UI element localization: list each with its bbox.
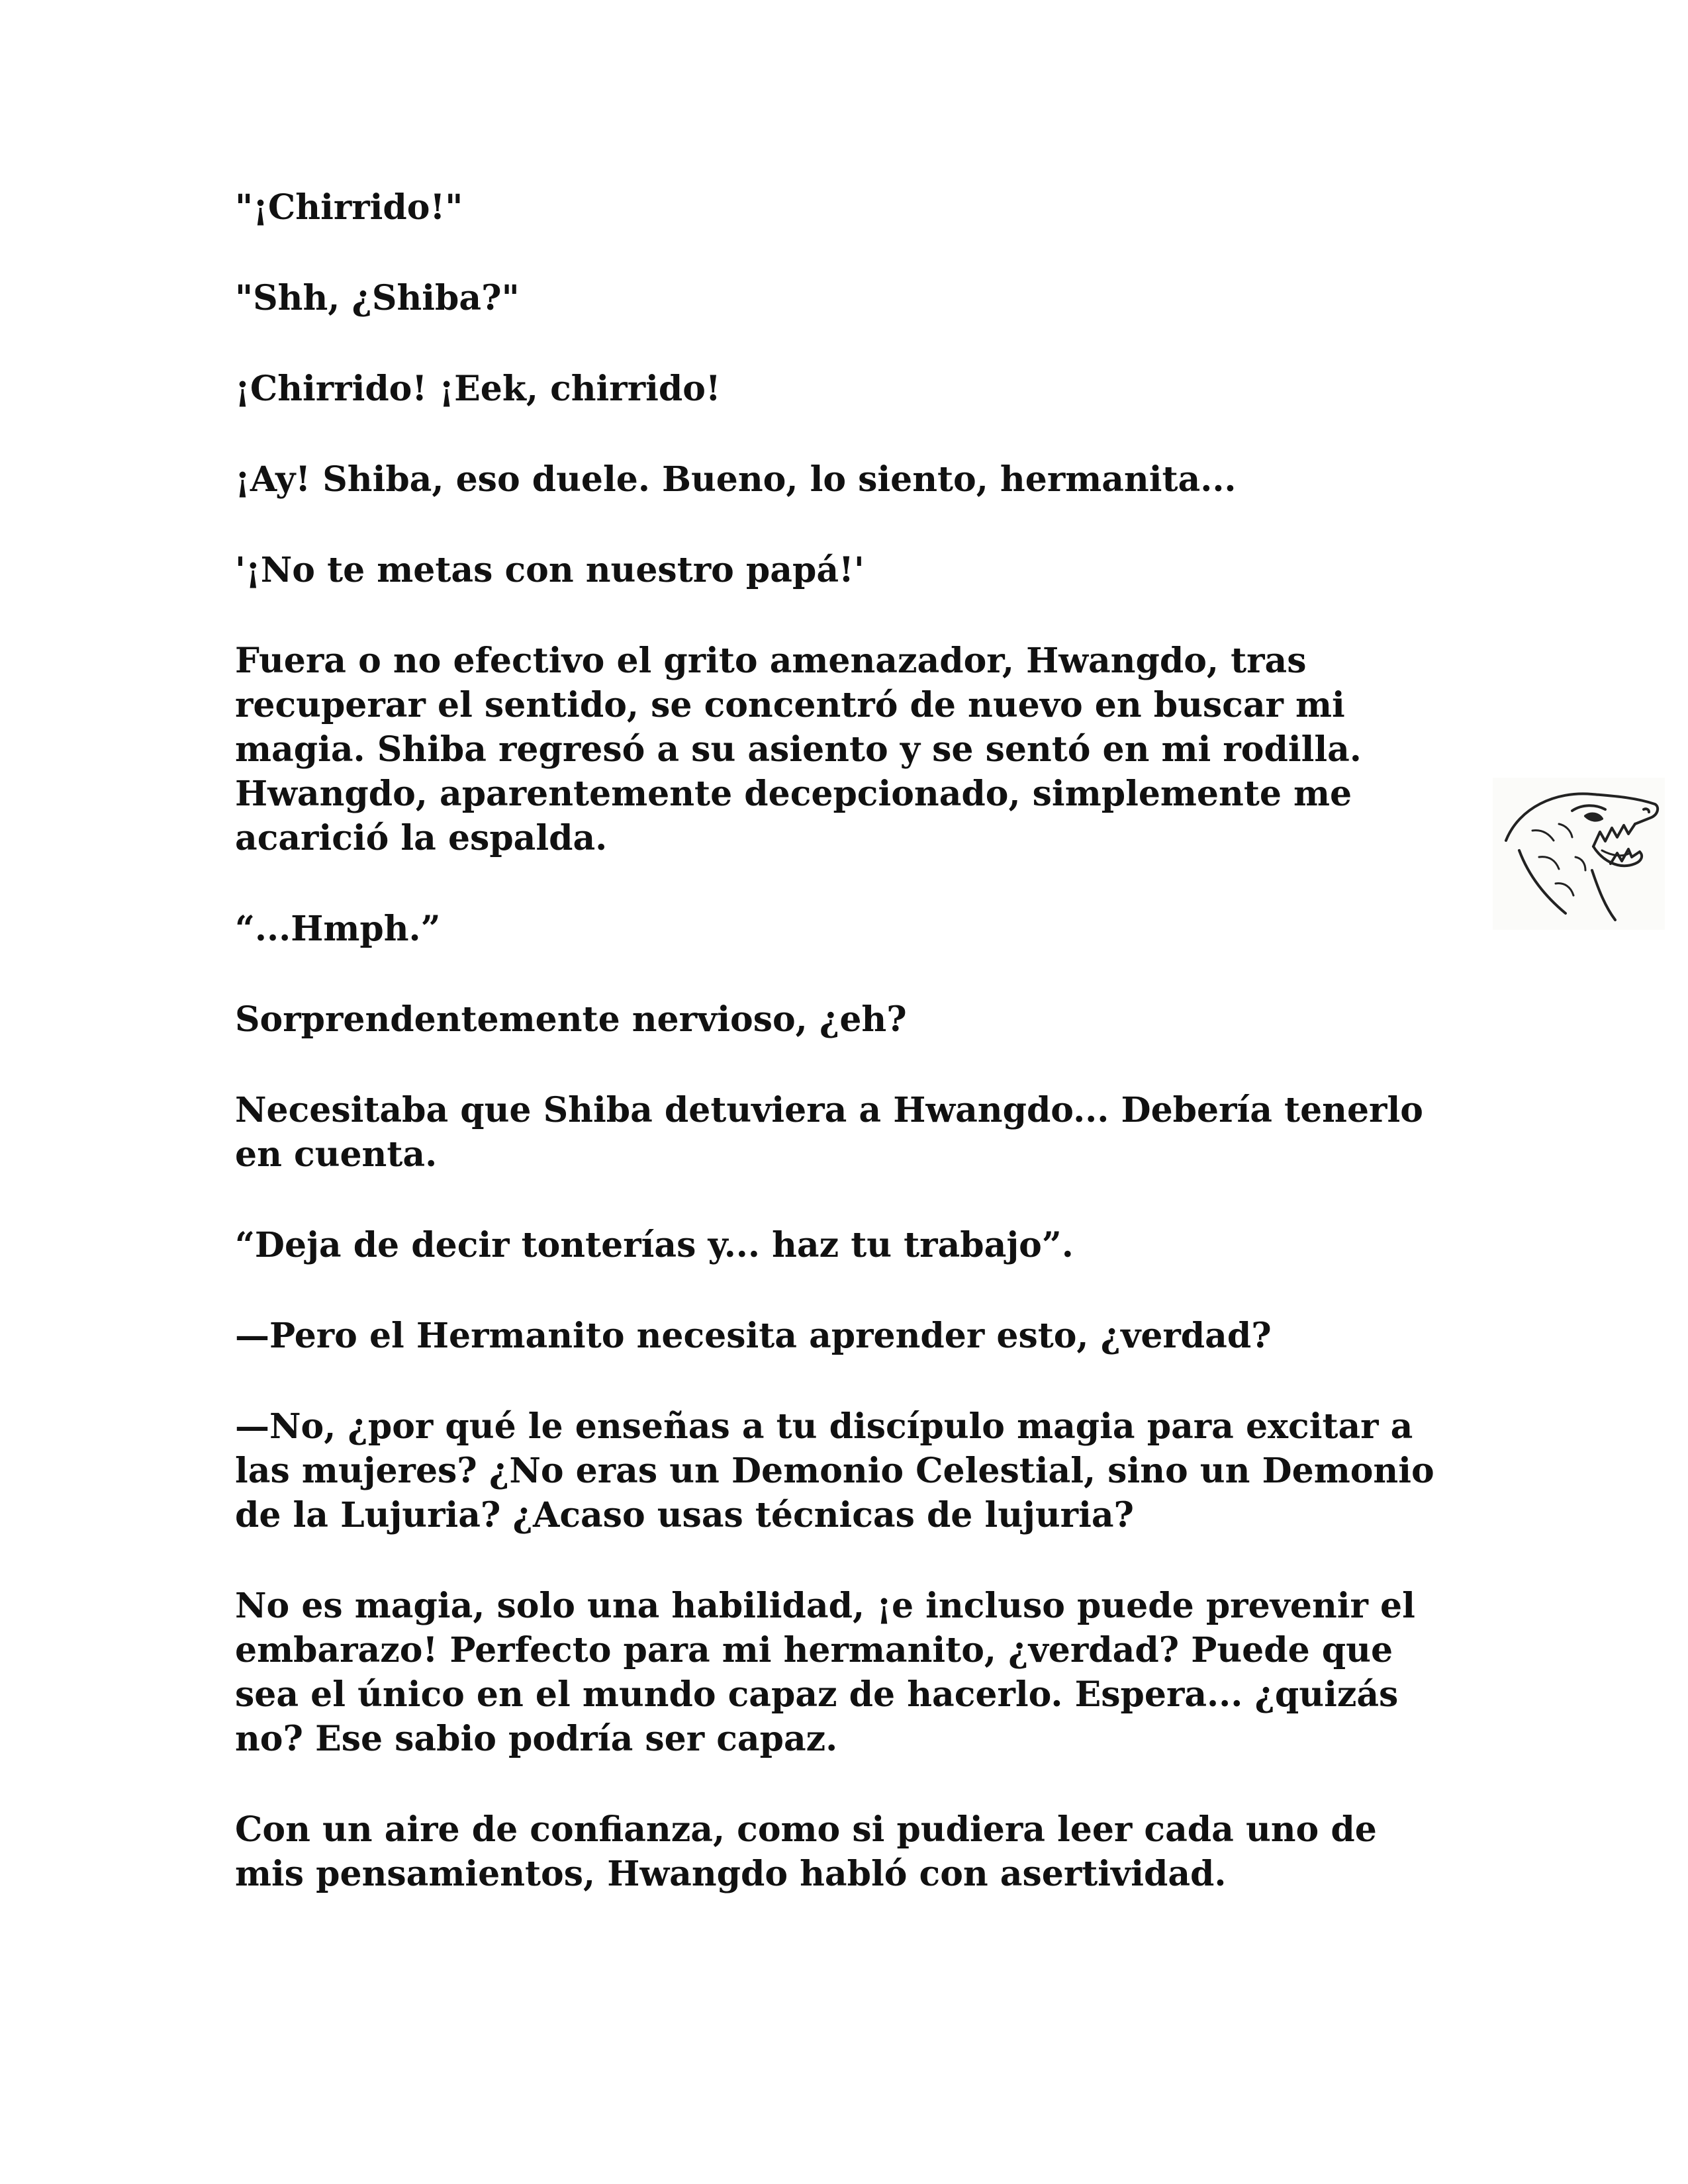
text-line: "Shh, ¿Shiba?" <box>235 278 520 318</box>
text-line: mis pensamientos, Hwangdo habló con asertividad. <box>235 1854 1227 1894</box>
text-line: ¡Chirrido! ¡Eek, chirrido! <box>235 369 721 409</box>
text-line: recuperar el sentido, se concentró de nuevo en buscar mi <box>235 685 1345 725</box>
paragraph <box>235 1584 1493 1761</box>
text-line: Sorprendentemente nervioso, ¿eh? <box>235 999 907 1040</box>
text-line: acarició la espalda. <box>235 818 608 858</box>
text-line: de la Lujuria? ¿Acaso usas técnicas de lujuria? <box>235 1495 1134 1535</box>
text-line: No es magia, solo una habilidad, ¡e incluso puede prevenir el <box>235 1586 1415 1626</box>
text-line: Con un aire de confianza, como si pudiera leer cada uno de <box>235 1809 1377 1850</box>
paragraph <box>235 907 1493 951</box>
text-line: embarazo! Perfecto para mi hermanito, ¿verdad? Puede que <box>235 1630 1393 1670</box>
text-line: "¡Chirrido!" <box>235 187 463 228</box>
paragraph <box>235 1223 1493 1267</box>
paragraph <box>235 639 1493 860</box>
paragraph <box>235 367 1493 411</box>
paragraph <box>235 185 1493 230</box>
paragraph <box>235 1314 1493 1358</box>
text-line: —No, ¿por qué le enseñas a tu discípulo magia para excitar a <box>235 1406 1413 1447</box>
text-line: Necesitaba que Shiba detuviera a Hwangdo... Debería tenerlo <box>235 1090 1423 1130</box>
text-line: magia. Shiba regresó a su asiento y se sentó en mi rodilla. <box>235 729 1362 770</box>
paragraph <box>235 276 1493 320</box>
text-line: las mujeres? ¿No eras un Demonio Celestial, sino un Demonio <box>235 1451 1434 1491</box>
paragraph <box>235 1807 1493 1896</box>
text-line: sea el único en el mundo capaz de hacerlo. Espera... ¿quizás <box>235 1674 1399 1715</box>
text-line: ¡Ay! Shiba, eso duele. Bueno, lo siento, hermanita... <box>235 459 1237 500</box>
paragraph <box>235 548 1493 592</box>
paragraph <box>235 1088 1493 1177</box>
text-line: Hwangdo, aparentemente decepcionado, simplemente me <box>235 774 1352 814</box>
paragraph <box>235 997 1493 1042</box>
text-line: Fuera o no efectivo el grito amenazador, Hwangdo, tras <box>235 641 1307 681</box>
text-line: —Pero el Hermanito necesita aprender esto, ¿verdad? <box>235 1316 1272 1356</box>
paragraph <box>235 457 1493 502</box>
dinosaur-head-icon <box>1493 778 1665 930</box>
body-text <box>235 185 1493 1942</box>
text-line: “...Hmph.” <box>235 909 441 949</box>
paragraph <box>235 1404 1493 1537</box>
text-line: en cuenta. <box>235 1134 438 1175</box>
text-line: '¡No te metas con nuestro papá!' <box>235 550 865 590</box>
text-line: “Deja de decir tonterías y... haz tu trabajo”. <box>235 1225 1074 1265</box>
text-line: no? Ese sabio podría ser capaz. <box>235 1719 838 1759</box>
